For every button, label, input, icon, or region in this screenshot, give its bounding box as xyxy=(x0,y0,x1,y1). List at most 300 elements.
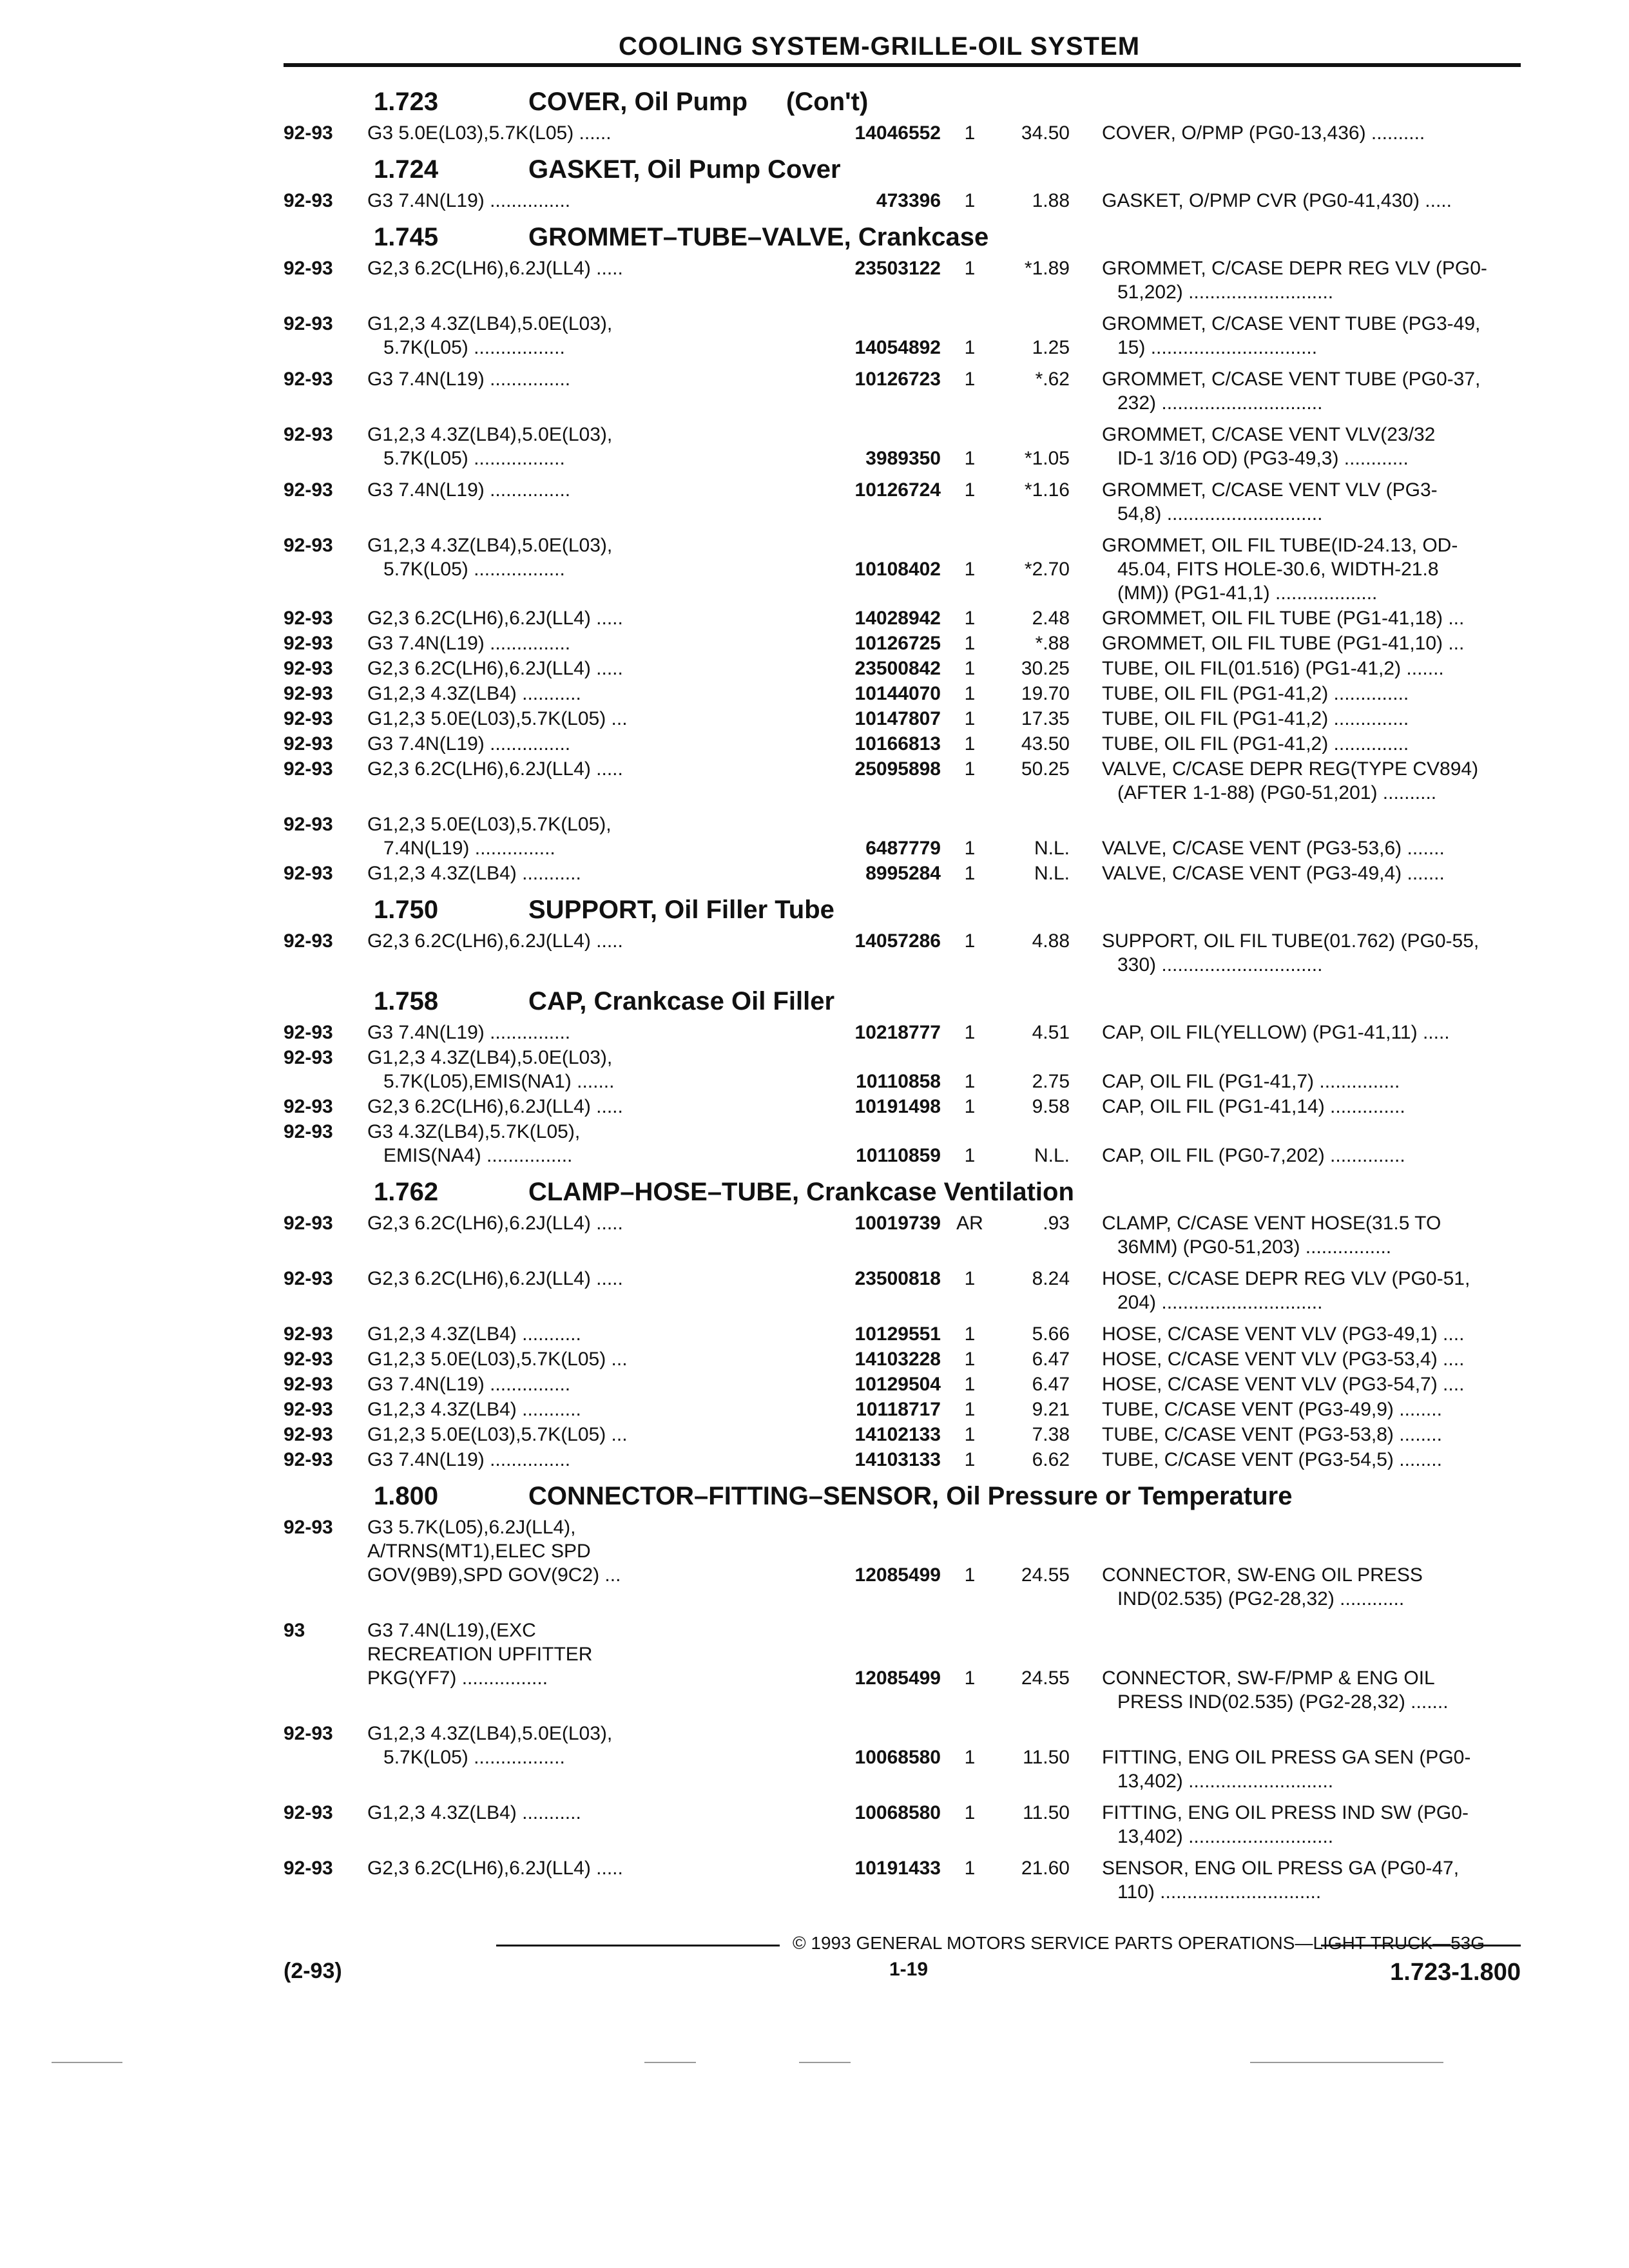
application xyxy=(367,256,818,304)
application-line: G3 5.7K(L05),6.2J(LL4), xyxy=(367,1517,576,1538)
description xyxy=(1102,189,1527,213)
application xyxy=(367,1347,818,1371)
description xyxy=(1102,1021,1527,1044)
section-number: 1.750 xyxy=(374,896,439,924)
quantity: 1 xyxy=(964,1374,976,1395)
description-line: VALVE, C/CASE DEPR REG(TYPE CV894) xyxy=(1102,758,1479,780)
price: N.L. xyxy=(1034,863,1070,884)
application xyxy=(367,1120,818,1168)
description-line: GROMMET, OIL FIL TUBE (PG1-41,18) ... xyxy=(1102,608,1465,629)
section-title: CAP, Crankcase Oil Filler xyxy=(528,987,835,1015)
price: *1.16 xyxy=(1024,479,1070,501)
application-line: G1,2,3 4.3Z(LB4) ........... xyxy=(367,1399,581,1420)
application-line: G2,3 6.2C(LH6),6.2J(LL4) ..... xyxy=(367,758,623,780)
application-line: G2,3 6.2C(LH6),6.2J(LL4) ..... xyxy=(367,930,623,952)
application xyxy=(367,1423,818,1446)
part-number: 12085499 xyxy=(854,1564,941,1586)
description-line: CONNECTOR, SW-ENG OIL PRESS xyxy=(1102,1564,1423,1586)
description xyxy=(1102,1448,1527,1472)
model-years: 92-93 xyxy=(284,1449,333,1470)
application xyxy=(367,707,818,731)
section-title: SUPPORT, Oil Filler Tube xyxy=(528,896,834,924)
application xyxy=(367,929,818,977)
section-gap xyxy=(284,213,1521,219)
quantity: 1 xyxy=(964,683,976,704)
part-number: 25095898 xyxy=(854,758,941,780)
description-line xyxy=(1102,1515,1527,1539)
part-number: 14028942 xyxy=(854,608,941,629)
application xyxy=(367,606,818,630)
footer-range: 1.723-1.800 xyxy=(1390,1959,1521,1986)
table-row xyxy=(284,682,1521,706)
part-number: 10068580 xyxy=(854,1802,941,1823)
section-number: 1.762 xyxy=(374,1178,439,1206)
price: 43.50 xyxy=(1021,733,1070,754)
application xyxy=(367,1722,818,1793)
price: 11.50 xyxy=(1023,1747,1070,1768)
table-row xyxy=(284,1398,1521,1421)
description-line: 110) .............................. xyxy=(1117,1881,1322,1903)
application-line: G1,2,3 5.0E(L03),5.7K(L05) ... xyxy=(367,1349,628,1370)
description xyxy=(1102,1046,1527,1093)
application-line: G1,2,3 4.3Z(LB4),5.0E(L03), xyxy=(367,535,613,556)
model-years: 92-93 xyxy=(284,1723,333,1744)
table-row xyxy=(284,1448,1521,1472)
description-line: CAP, OIL FIL(YELLOW) (PG1-41,11) ..... xyxy=(1102,1022,1450,1043)
section-title: GROMMET–TUBE–VALVE, Crankcase xyxy=(528,223,989,251)
part-number: 10218777 xyxy=(854,1022,941,1043)
description-line: 36MM) (PG0-51,203) ................ xyxy=(1117,1236,1392,1258)
application-line: G1,2,3 4.3Z(LB4) ........... xyxy=(367,863,581,884)
application-line: G1,2,3 4.3Z(LB4) ........... xyxy=(367,1323,581,1345)
quantity: AR xyxy=(956,1213,983,1234)
description-line xyxy=(1102,1619,1527,1642)
quantity: 1 xyxy=(964,733,976,754)
part-number: 6487779 xyxy=(865,838,941,859)
model-years: 92-93 xyxy=(284,1424,333,1445)
section-number: 1.745 xyxy=(374,223,439,251)
model-years: 92-93 xyxy=(284,1374,333,1395)
quantity: 1 xyxy=(964,1424,976,1445)
section-heading xyxy=(284,1478,1521,1515)
application-line: G3 7.4N(L19),(EXC xyxy=(367,1620,536,1641)
model-years: 92-93 xyxy=(284,1121,333,1142)
description xyxy=(1102,478,1527,526)
description-line: COVER, O/PMP (PG0-13,436) .......... xyxy=(1102,122,1425,144)
table-row xyxy=(284,1120,1521,1168)
description-line xyxy=(1102,1120,1527,1144)
description-line: TUBE, OIL FIL (PG1-41,2) .............. xyxy=(1102,708,1409,729)
table-row xyxy=(284,1322,1521,1346)
model-years: 92-93 xyxy=(284,658,333,679)
model-years: 92-93 xyxy=(284,1096,333,1117)
price: N.L. xyxy=(1034,838,1070,859)
price: 50.25 xyxy=(1021,758,1070,780)
description-line: TUBE, OIL FIL(01.516) (PG1-41,2) ....... xyxy=(1102,658,1444,679)
description-line: GROMMET, C/CASE VENT TUBE (PG3-49, xyxy=(1102,313,1481,334)
description-line: HOSE, C/CASE DEPR REG VLV (PG0-51, xyxy=(1102,1268,1470,1289)
quantity: 1 xyxy=(964,1858,976,1879)
application-line: G2,3 6.2C(LH6),6.2J(LL4) ..... xyxy=(367,658,623,679)
section-number: 1.800 xyxy=(374,1482,439,1510)
model-years: 92-93 xyxy=(284,1399,333,1420)
part-number: 10019739 xyxy=(854,1213,941,1234)
description-line: GROMMET, C/CASE VENT VLV (PG3- xyxy=(1102,479,1438,501)
application-line: G3 7.4N(L19) ............... xyxy=(367,1374,571,1395)
application-line: 5.7K(L05) ................. xyxy=(367,1747,565,1768)
application-line: G3 7.4N(L19) ............... xyxy=(367,190,571,211)
part-number: 10166813 xyxy=(854,733,941,754)
part-number: 10110859 xyxy=(856,1145,941,1166)
part-number: 10108402 xyxy=(854,559,941,580)
section-title: COVER, Oil Pump xyxy=(528,88,748,116)
quantity: 1 xyxy=(964,633,976,654)
quantity: 1 xyxy=(964,608,976,629)
description xyxy=(1102,1095,1527,1119)
part-number: 10147807 xyxy=(854,708,941,729)
quantity: 1 xyxy=(964,758,976,780)
model-years: 92-93 xyxy=(284,1022,333,1043)
price: 1.25 xyxy=(1032,337,1070,358)
price: .93 xyxy=(1043,1213,1070,1234)
model-years: 92-93 xyxy=(284,122,333,144)
section-gap xyxy=(284,1168,1521,1174)
application xyxy=(367,1398,818,1421)
section-number: 1.758 xyxy=(374,987,439,1015)
section-title: CLAMP–HOSE–TUBE, Crankcase Ventilation xyxy=(528,1178,1074,1206)
part-number: 10191433 xyxy=(854,1858,941,1879)
table-row xyxy=(284,423,1521,470)
part-number: 10144070 xyxy=(854,683,941,704)
description-line: 13,402) ........................... xyxy=(1117,1771,1334,1792)
description-line: TUBE, C/CASE VENT (PG3-49,9) ........ xyxy=(1102,1399,1442,1420)
application-line: G3 7.4N(L19) ............... xyxy=(367,1022,571,1043)
section-heading xyxy=(284,983,1521,1021)
application-line: G1,2,3 4.3Z(LB4) ........... xyxy=(367,1802,581,1823)
application xyxy=(367,121,818,145)
model-years: 92-93 xyxy=(284,608,333,629)
footer-date: (2-93) xyxy=(284,1959,342,1983)
model-years: 92-93 xyxy=(284,1517,333,1538)
part-number: 10126724 xyxy=(854,479,941,501)
quantity: 1 xyxy=(964,863,976,884)
table-row xyxy=(284,189,1521,213)
application xyxy=(367,1801,818,1849)
table-row xyxy=(284,1347,1521,1371)
footer-copyright-line xyxy=(284,1933,1521,1959)
description xyxy=(1102,757,1527,805)
quantity: 1 xyxy=(964,190,976,211)
part-number: 23500818 xyxy=(854,1268,941,1289)
price: 21.60 xyxy=(1021,1858,1070,1879)
description-line: TUBE, C/CASE VENT (PG3-53,8) ........ xyxy=(1102,1424,1442,1445)
description xyxy=(1102,1515,1527,1611)
description xyxy=(1102,1322,1527,1346)
price: 24.55 xyxy=(1021,1667,1070,1689)
description-line: PRESS IND(02.535) (PG2-28,32) ....... xyxy=(1117,1691,1449,1713)
description xyxy=(1102,929,1527,977)
price: *.88 xyxy=(1035,633,1070,654)
part-number: 14057286 xyxy=(854,930,941,952)
description xyxy=(1102,1423,1527,1446)
part-number: 10129504 xyxy=(854,1374,941,1395)
description-line: 13,402) ........................... xyxy=(1117,1826,1334,1847)
description xyxy=(1102,367,1527,415)
price: 2.75 xyxy=(1032,1071,1070,1092)
table-row xyxy=(284,1046,1521,1093)
part-number: 14054892 xyxy=(854,337,941,358)
table-row xyxy=(284,1021,1521,1044)
application xyxy=(367,1856,818,1904)
description-line: 51,202) ........................... xyxy=(1117,282,1334,303)
description-line xyxy=(1102,1722,1527,1745)
part-number: 14103228 xyxy=(854,1349,941,1370)
application-line: G2,3 6.2C(LH6),6.2J(LL4) ..... xyxy=(367,1858,623,1879)
part-number: 10129551 xyxy=(854,1323,941,1345)
application xyxy=(367,732,818,756)
quantity: 1 xyxy=(964,258,976,279)
application-line: A/TRNS(MT1),ELEC SPD xyxy=(367,1541,591,1562)
description-line: 204) .............................. xyxy=(1117,1292,1323,1313)
description-line: 45.04, FITS HOLE-30.6, WIDTH-21.8 xyxy=(1117,559,1439,580)
description-line: GROMMET, C/CASE VENT TUBE (PG0-37, xyxy=(1102,369,1481,390)
quantity: 1 xyxy=(964,1145,976,1166)
table-row xyxy=(284,121,1521,145)
quantity: 1 xyxy=(964,1323,976,1345)
price: *1.89 xyxy=(1024,258,1070,279)
price: 4.51 xyxy=(1032,1022,1070,1043)
application xyxy=(367,1021,818,1044)
table-row xyxy=(284,757,1521,805)
model-years: 92-93 xyxy=(284,930,333,952)
application-line: RECREATION UPFITTER xyxy=(367,1644,593,1665)
part-number: 10110858 xyxy=(856,1071,941,1092)
model-years: 92-93 xyxy=(284,424,333,445)
part-number: 23503122 xyxy=(854,258,941,279)
application-line: G1,2,3 5.0E(L03),5.7K(L05) ... xyxy=(367,708,628,729)
application-line: 7.4N(L19) ............... xyxy=(367,838,555,859)
description-line: FITTING, ENG OIL PRESS IND SW (PG0- xyxy=(1102,1802,1469,1823)
section-gap xyxy=(284,885,1521,892)
description-line: FITTING, ENG OIL PRESS GA SEN (PG0- xyxy=(1102,1747,1471,1768)
footer-copyright: © 1993 GENERAL MOTORS SERVICE PARTS OPERATIONS—LIGHT TRUCK—53G xyxy=(793,1933,1485,1953)
table-row xyxy=(284,312,1521,360)
section-title: GASKET, Oil Pump Cover xyxy=(528,155,841,184)
part-number: 10191498 xyxy=(854,1096,941,1117)
application-line: G3 7.4N(L19) ............... xyxy=(367,479,571,501)
application xyxy=(367,682,818,706)
table-row xyxy=(284,812,1521,860)
application-line: G3 7.4N(L19) ............... xyxy=(367,733,571,754)
quantity: 1 xyxy=(964,1802,976,1823)
price: 9.21 xyxy=(1032,1399,1070,1420)
description-line: (AFTER 1-1-88) (PG0-51,201) .......... xyxy=(1117,782,1437,803)
application xyxy=(367,812,818,860)
price: N.L. xyxy=(1034,1145,1070,1166)
description-line xyxy=(1102,1046,1527,1070)
description xyxy=(1102,423,1527,470)
model-years: 92-93 xyxy=(284,535,333,556)
part-number: 8995284 xyxy=(865,863,941,884)
page-title: COOLING SYSTEM-GRILLE-OIL SYSTEM xyxy=(619,32,1141,61)
description xyxy=(1102,682,1527,706)
table-row xyxy=(284,861,1521,885)
table-row xyxy=(284,1372,1521,1396)
description-line: ID-1 3/16 OD) (PG3-49,3) ............ xyxy=(1117,448,1409,469)
quantity: 1 xyxy=(964,1747,976,1768)
application-line: 5.7K(L05) ................. xyxy=(367,448,565,469)
price: 34.50 xyxy=(1021,122,1070,144)
quantity: 1 xyxy=(964,1268,976,1289)
description xyxy=(1102,1856,1527,1904)
application xyxy=(367,1515,818,1611)
description-line xyxy=(1102,812,1527,836)
application xyxy=(367,1211,818,1259)
price: 8.24 xyxy=(1032,1268,1070,1289)
model-years: 92-93 xyxy=(284,814,333,835)
model-years: 92-93 xyxy=(284,313,333,334)
application-line: G1,2,3 4.3Z(LB4) ........... xyxy=(367,683,581,704)
application xyxy=(367,1322,818,1346)
section-gap xyxy=(284,1904,1521,1910)
model-years: 92-93 xyxy=(284,1213,333,1234)
application-line: G1,2,3 4.3Z(LB4),5.0E(L03), xyxy=(367,424,613,445)
description-line: 54,8) ............................. xyxy=(1117,503,1323,524)
description xyxy=(1102,256,1527,304)
part-number: 23500842 xyxy=(854,658,941,679)
application xyxy=(367,657,818,680)
description-line: HOSE, C/CASE VENT VLV (PG3-49,1) .... xyxy=(1102,1323,1465,1345)
quantity: 1 xyxy=(964,337,976,358)
price: *2.70 xyxy=(1024,559,1070,580)
application xyxy=(367,533,818,605)
table-row xyxy=(284,256,1521,304)
model-years: 92-93 xyxy=(284,258,333,279)
description-line: CONNECTOR, SW-F/PMP & ENG OIL xyxy=(1102,1667,1435,1689)
model-years: 92-93 xyxy=(284,708,333,729)
description-line: VALVE, C/CASE VENT (PG3-53,6) ....... xyxy=(1102,838,1445,859)
description-line: HOSE, C/CASE VENT VLV (PG3-54,7) .... xyxy=(1102,1374,1465,1395)
section-heading xyxy=(284,151,1521,189)
table-row xyxy=(284,1515,1521,1611)
description xyxy=(1102,1120,1527,1168)
model-years: 92-93 xyxy=(284,733,333,754)
application-line: 5.7K(L05) ................. xyxy=(367,559,565,580)
table-row xyxy=(284,732,1521,756)
description-line: GROMMET, C/CASE DEPR REG VLV (PG0- xyxy=(1102,258,1487,279)
application-line: G3 7.4N(L19) ............... xyxy=(367,369,571,390)
part-number: 10118717 xyxy=(856,1399,941,1420)
table-row xyxy=(284,631,1521,655)
part-number: 14046552 xyxy=(854,122,941,144)
section-number: 1.723 xyxy=(374,88,439,116)
application-line: G1,2,3 5.0E(L03),5.7K(L05) ... xyxy=(367,1424,628,1445)
quantity: 1 xyxy=(964,122,976,144)
footer-page-number: 1-19 xyxy=(889,1959,929,1980)
description xyxy=(1102,707,1527,731)
scan-artifact xyxy=(799,2062,851,2063)
table-row xyxy=(284,367,1521,415)
description-line: 232) .............................. xyxy=(1117,392,1323,414)
description-line: HOSE, C/CASE VENT VLV (PG3-53,4) .... xyxy=(1102,1349,1465,1370)
price: 19.70 xyxy=(1021,683,1070,704)
application xyxy=(367,312,818,360)
description-line: 330) .............................. xyxy=(1117,954,1323,975)
application-line: 5.7K(L05),EMIS(NA1) ....... xyxy=(367,1071,615,1092)
part-number: 12085499 xyxy=(854,1667,941,1689)
model-years: 93 xyxy=(284,1620,305,1641)
application-line: 5.7K(L05) ................. xyxy=(367,337,565,358)
application-line: G2,3 6.2C(LH6),6.2J(LL4) ..... xyxy=(367,1268,623,1289)
table-row xyxy=(284,1722,1521,1793)
table-row xyxy=(284,1423,1521,1446)
description xyxy=(1102,1267,1527,1314)
description-line: SENSOR, ENG OIL PRESS GA (PG0-47, xyxy=(1102,1858,1460,1879)
description xyxy=(1102,121,1527,145)
description-line: IND(02.535) (PG2-28,32) ............ xyxy=(1117,1588,1405,1610)
quantity: 1 xyxy=(964,1399,976,1420)
description xyxy=(1102,1801,1527,1849)
model-years: 92-93 xyxy=(284,1047,333,1068)
page-header xyxy=(284,26,1521,71)
quantity: 1 xyxy=(964,1349,976,1370)
price: 2.48 xyxy=(1032,608,1070,629)
description xyxy=(1102,312,1527,360)
application-line: G3 5.0E(L03),5.7K(L05) ...... xyxy=(367,122,612,144)
application-line: G1,2,3 4.3Z(LB4),5.0E(L03), xyxy=(367,1723,613,1744)
application-line: G2,3 6.2C(LH6),6.2J(LL4) ..... xyxy=(367,1096,623,1117)
model-years: 92-93 xyxy=(284,1802,333,1823)
table-row xyxy=(284,1095,1521,1119)
description-line: CAP, OIL FIL (PG1-41,7) ............... xyxy=(1102,1071,1400,1092)
quantity: 1 xyxy=(964,448,976,469)
application xyxy=(367,423,818,470)
description xyxy=(1102,1722,1527,1793)
quantity: 1 xyxy=(964,838,976,859)
table-row xyxy=(284,1211,1521,1259)
section-heading xyxy=(284,1174,1521,1211)
quantity: 1 xyxy=(964,1449,976,1470)
description-line: CLAMP, C/CASE VENT HOSE(31.5 TO xyxy=(1102,1213,1441,1234)
quantity: 1 xyxy=(964,708,976,729)
section-continued: (Con't) xyxy=(786,88,869,116)
application xyxy=(367,367,818,415)
table-row xyxy=(284,533,1521,605)
table-row xyxy=(284,478,1521,526)
application-line: G3 7.4N(L19) ............... xyxy=(367,1449,571,1470)
description xyxy=(1102,1619,1527,1714)
description-line: CAP, OIL FIL (PG1-41,14) .............. xyxy=(1102,1096,1405,1117)
quantity: 1 xyxy=(964,1022,976,1043)
description xyxy=(1102,533,1527,605)
description-line: GASKET, O/PMP CVR (PG0-41,430) ..... xyxy=(1102,190,1452,211)
application-line: G2,3 6.2C(LH6),6.2J(LL4) ..... xyxy=(367,258,623,279)
price: 5.66 xyxy=(1032,1323,1070,1345)
description-line: TUBE, OIL FIL (PG1-41,2) .............. xyxy=(1102,683,1409,704)
application xyxy=(367,1448,818,1472)
application xyxy=(367,1619,818,1714)
description-line: SUPPORT, OIL FIL TUBE(01.762) (PG0-55, xyxy=(1102,930,1480,952)
description xyxy=(1102,1372,1527,1396)
quantity: 1 xyxy=(964,369,976,390)
description xyxy=(1102,1211,1527,1259)
table-row xyxy=(284,1801,1521,1849)
table-row xyxy=(284,1267,1521,1314)
price: 4.88 xyxy=(1032,930,1070,952)
description xyxy=(1102,1398,1527,1421)
model-years: 92-93 xyxy=(284,1349,333,1370)
model-years: 92-93 xyxy=(284,190,333,211)
